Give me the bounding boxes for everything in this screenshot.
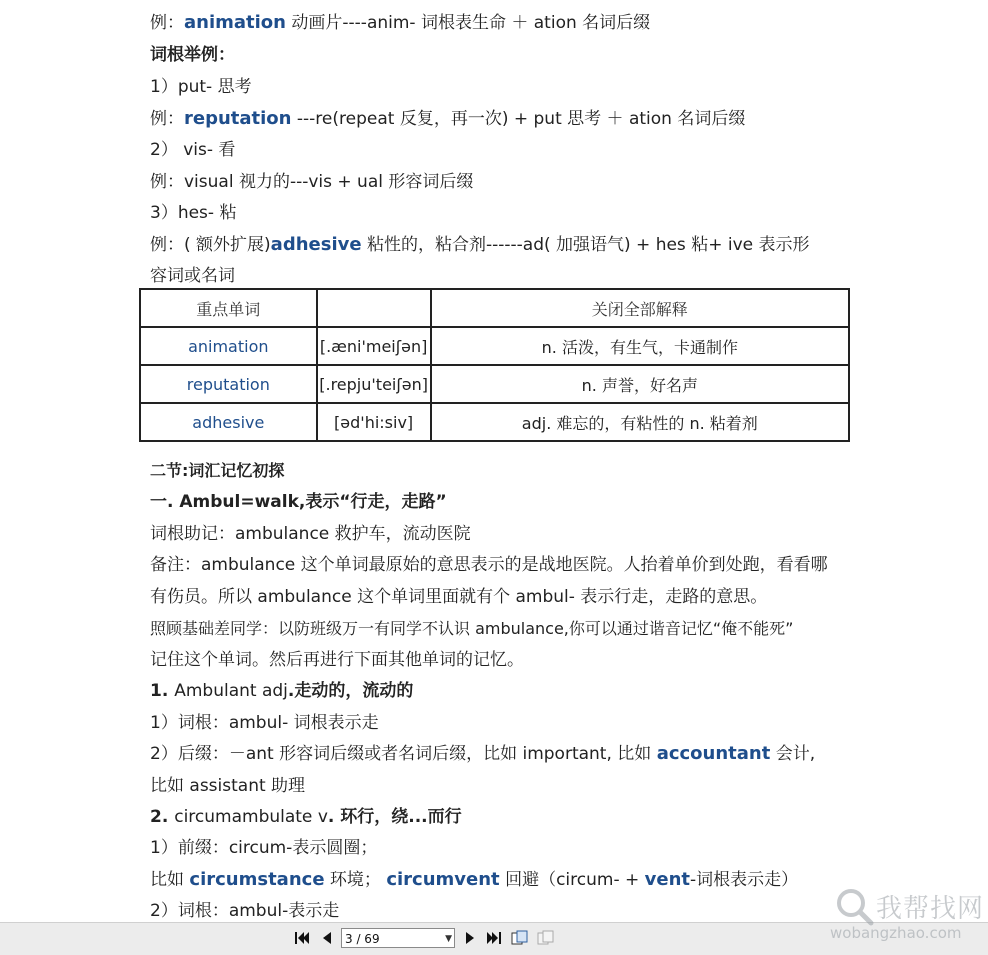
meaning: n. 声誉，好名声 <box>431 365 849 403</box>
header-phonetic <box>317 289 431 327</box>
keyword-adhesive: adhesive <box>270 234 362 255</box>
watermark-url: wobangzhao.com <box>830 924 962 942</box>
site-watermark <box>830 880 986 946</box>
first-page-icon[interactable] <box>293 929 311 947</box>
keyword-animation: animation <box>184 12 286 33</box>
table-row <box>140 365 849 403</box>
text: 环境； <box>324 870 387 890</box>
item1-root: 1）词根：ambul- 词根表示走 <box>150 713 379 733</box>
root-examples-heading: 词根举例： <box>150 45 235 65</box>
root-hes: 3）hes- 粘 <box>150 203 237 223</box>
item2-root: 2）词根：ambul-表示走 <box>150 901 340 921</box>
item-pos: adj <box>261 681 288 701</box>
header-key-word: 重点单词 <box>140 289 317 327</box>
root-vis: 2） vis- 看 <box>150 140 236 160</box>
example-reputation <box>150 108 745 130</box>
root-put: 1）put- 思考 <box>150 77 252 97</box>
keyword-accountant: accountant <box>656 743 771 764</box>
magnifier-icon <box>834 886 874 926</box>
item-num: 2. <box>150 807 175 827</box>
note-line-1: 备注：ambulance 这个单词最原始的意思表示的是战地医院。人抬着单价到处跑，看看哪 <box>150 555 828 575</box>
text: 例： <box>150 109 184 129</box>
chevron-down-icon[interactable]: ▼ <box>445 934 452 944</box>
text: 会计, <box>770 744 816 764</box>
example-adhesive <box>150 234 810 256</box>
note-line-2: 有伤员。所以 ambulance 这个单词里面就有个 ambul- 表示行走，走路的意思。 <box>150 587 768 607</box>
item-pos: v <box>317 807 328 827</box>
text: ---re(repeat 反复，再一次) + put 思考 ＋ ation 名词后缀 <box>291 109 746 129</box>
table-row <box>140 327 849 365</box>
item-word: circumambulate <box>174 807 318 827</box>
note-line-3: 照顾基础差同学：以防班级万一有同学不认识 ambulance,你可以通过谐音记忆“俺不能死” <box>150 619 794 638</box>
item2-prefix: 1）前缀：circum-表示圆圈； <box>150 838 378 858</box>
page-indicator: 3 / 69 <box>345 932 380 946</box>
vocab-table <box>139 288 850 442</box>
section-title: 二节:词汇记忆初探 <box>150 461 285 480</box>
example-visual: 例：visual 视力的---vis + ual 形容词后缀 <box>150 172 474 192</box>
meaning: adj. 难忘的，有粘性的 n. 粘着剂 <box>431 403 849 441</box>
heading-text: Ambul=walk,表示“行走，走路” <box>179 492 447 512</box>
keyword-vent: vent <box>644 869 691 890</box>
text: 例： <box>150 13 184 33</box>
close-all-explanations-button[interactable]: 关闭全部解释 <box>431 289 849 327</box>
meaning: n. 活泼，有生气，卡通制作 <box>431 327 849 365</box>
text: -词根表示走） <box>690 870 799 890</box>
example-animation <box>150 12 650 34</box>
paste-icon[interactable] <box>537 929 555 947</box>
table-row <box>140 403 849 441</box>
text: 比如 <box>150 870 190 890</box>
text: 回避（circum- + <box>499 870 645 890</box>
word-link[interactable]: animation <box>140 327 317 365</box>
copy-icon[interactable] <box>511 929 529 947</box>
item1-suffix <box>150 743 815 765</box>
text: 粘性的，粘合剂------ad( 加强语气) + hes 粘+ ive 表示形 <box>361 235 810 255</box>
item-def: . 环行，绕...而行 <box>327 807 462 827</box>
heading-ambul <box>150 491 447 513</box>
example-adhesive-cont: 容词或名词 <box>150 266 235 286</box>
page-number-select[interactable] <box>341 928 455 948</box>
next-page-icon[interactable] <box>461 929 479 947</box>
phonetic: [.repju'teiʃən] <box>317 365 431 403</box>
item-circumambulate <box>150 806 462 828</box>
word-link[interactable]: adhesive <box>140 403 317 441</box>
note-line-4: 记住这个单词。然后再进行下面其他单词的记忆。 <box>150 650 524 670</box>
phonetic: [əd'hi:siv] <box>317 403 431 441</box>
watermark-text: 我帮找网 <box>876 894 985 924</box>
keyword-circumstance: circumstance <box>189 869 325 890</box>
text: 例：( 额外扩展) <box>150 235 271 255</box>
item-ambulant <box>150 680 413 702</box>
text: 2）后缀：－ant 形容词后缀或者名词后缀，比如 important, 比如 <box>150 744 657 764</box>
heading-num: 一. <box>150 492 180 512</box>
item-num: 1. <box>150 681 175 701</box>
item-word: Ambulant <box>174 681 262 701</box>
phonetic: [.æni'meiʃən] <box>317 327 431 365</box>
item1-example: 比如 assistant 助理 <box>150 776 306 796</box>
item2-examples <box>150 869 798 891</box>
table-header-row <box>140 289 849 327</box>
item-def: .走动的，流动的 <box>287 681 414 701</box>
text: 动画片----anim- 词根表生命 ＋ ation 名词后缀 <box>286 13 651 33</box>
keyword-reputation: reputation <box>184 108 292 129</box>
word-link[interactable]: reputation <box>140 365 317 403</box>
keyword-circumvent: circumvent <box>386 869 500 890</box>
last-page-icon[interactable] <box>485 929 503 947</box>
prev-page-icon[interactable] <box>318 929 336 947</box>
mnemonic-line: 词根助记：ambulance 救护车，流动医院 <box>150 524 471 544</box>
